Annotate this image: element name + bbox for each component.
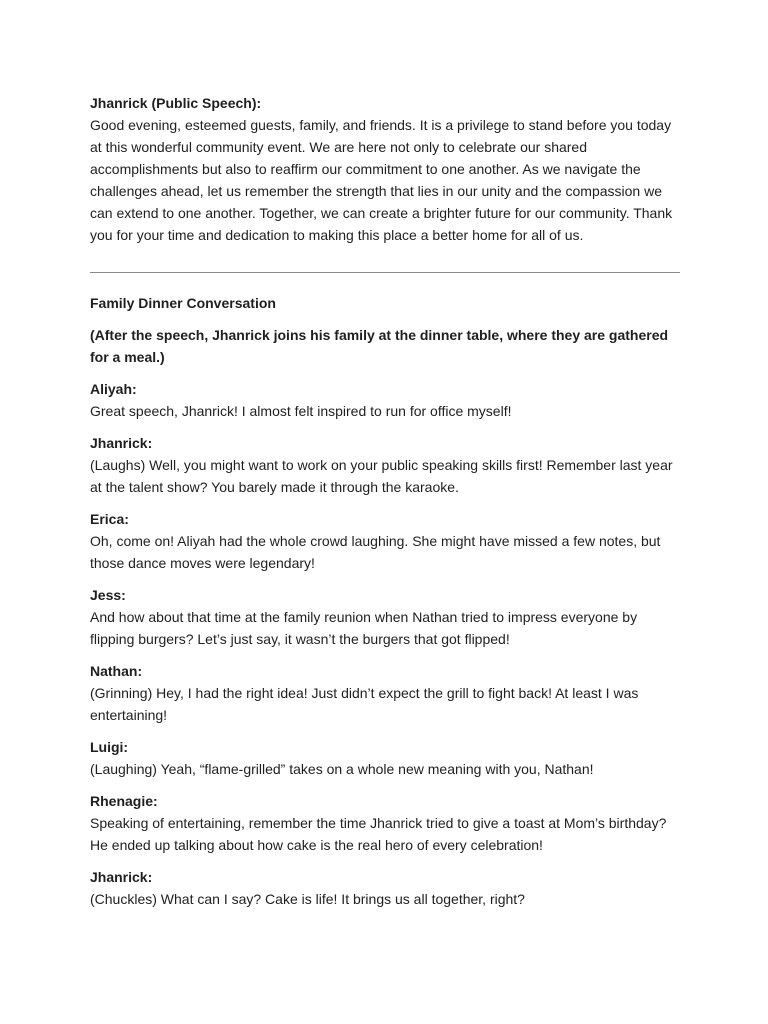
dialogue-speaker: Erica: bbox=[90, 511, 129, 527]
dialogue-speaker: Jhanrick: bbox=[90, 869, 153, 885]
document-page bbox=[90, 92, 680, 920]
dialogue-speaker: Nathan: bbox=[90, 663, 143, 679]
dialogue-line bbox=[90, 790, 680, 856]
dialogue-text: Great speech, Jhanrick! I almost felt inspired to run for office myself! bbox=[90, 403, 512, 419]
dialogue-speaker: Jess: bbox=[90, 587, 126, 603]
dialogue-text: And how about that time at the family reunion when Nathan tried to impress everyone by flipping burgers? Let’s just say, it wasn’t the burgers that got flipped! bbox=[90, 609, 638, 647]
stage-direction: (After the speech, Jhanrick joins his family at the dinner table, where they are gathered for a meal.) bbox=[90, 327, 669, 365]
dialogue-text: Speaking of entertaining, remember the time Jhanrick tried to give a toast at Mom’s birthday? He ended up talking about how cake is the real hero of every celebration! bbox=[90, 815, 667, 853]
dialogue-line bbox=[90, 736, 680, 780]
dialogue-speaker: Luigi: bbox=[90, 739, 129, 755]
section-divider bbox=[90, 272, 680, 273]
dialogue-text: (Laughs) Well, you might want to work on your public speaking skills first! Remember last year at the talent show? You barely made it through the karaoke. bbox=[90, 457, 673, 495]
dialogue-line bbox=[90, 660, 680, 726]
dialogue-text: (Grinning) Hey, I had the right idea! Just didn’t expect the grill to fight back! At least I was entertaining! bbox=[90, 685, 639, 723]
dialogue-text: (Laughing) Yeah, “flame-grilled” takes on a whole new meaning with you, Nathan! bbox=[90, 761, 594, 777]
dialogue-line bbox=[90, 866, 680, 910]
speech-heading: Jhanrick (Public Speech): bbox=[90, 95, 262, 111]
dialogue-line bbox=[90, 432, 680, 498]
dialogue-text: Oh, come on! Aliyah had the whole crowd laughing. She might have missed a few notes, but those dance moves were legendary! bbox=[90, 533, 661, 571]
dialogue-line bbox=[90, 378, 680, 422]
dialogue-speaker: Jhanrick: bbox=[90, 435, 153, 451]
conversation-section bbox=[90, 292, 680, 910]
dialogue-line bbox=[90, 584, 680, 650]
speech-text: Good evening, esteemed guests, family, and friends. It is a privilege to stand before you today at this wonderful community event. We are here not only to celebrate our shared accomplishments but also to reaffirm our commitment to one another. As we navigate the challenges ahead, let us remember the strength that lies in our unity and the compassion we can extend to one another. Together, we can create a brighter future for our community. Thank you for your time and dedication to making this place a better home for all of us. bbox=[90, 117, 673, 243]
dialogue-speaker: Rhenagie: bbox=[90, 793, 158, 809]
dialogue-text: (Chuckles) What can I say? Cake is life! It brings us all together, right? bbox=[90, 891, 525, 907]
dialogue-line bbox=[90, 508, 680, 574]
conversation-title: Family Dinner Conversation bbox=[90, 295, 276, 311]
public-speech-section bbox=[90, 92, 680, 246]
dialogue-speaker: Aliyah: bbox=[90, 381, 137, 397]
